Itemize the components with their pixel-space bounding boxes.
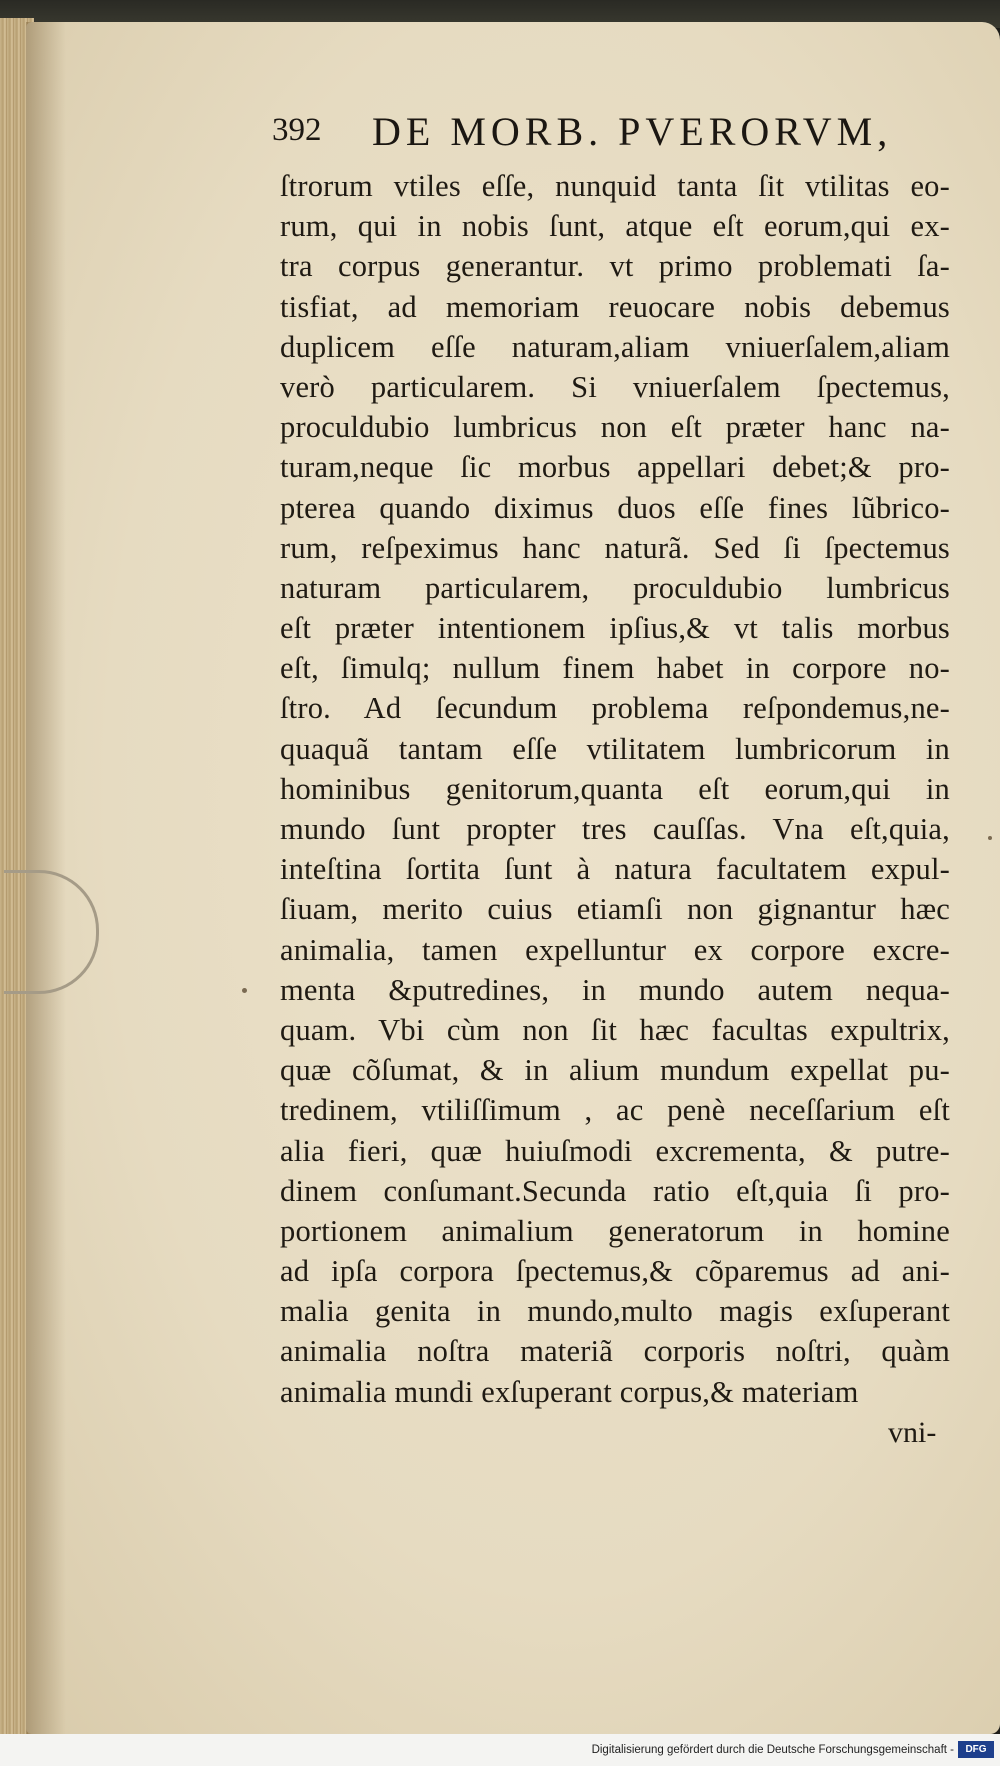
body-text — [280, 166, 950, 1412]
text-line: animalia mundi exſuperant corpus,& materiam — [280, 1374, 859, 1409]
text-line: animalia noſtra materiã corporis noſtri, quàm — [280, 1334, 950, 1369]
text-line: verò particularem. Si vniuerſalem ſpectemus, — [280, 369, 950, 404]
text-line: proculdubio lumbricus non eſt præter hanc na- — [280, 410, 950, 445]
paper-speck — [242, 988, 247, 993]
text-line: inteſtina ſortita ſunt à natura facultatem expul- — [280, 852, 950, 887]
text-line: hominibus genitorum,quanta eſt eorum,qui in — [280, 771, 950, 806]
paper-speck — [988, 836, 992, 840]
text-line: turam,neque ſic morbus appellari debet;& pro- — [280, 450, 950, 485]
text-line: ſtro. Ad ſecundum problema reſpondemus,ne- — [280, 691, 950, 726]
text-line: tra corpus generantur. vt primo problemati ſa- — [280, 249, 950, 284]
page-number: 392 — [272, 112, 322, 148]
text-line: malia genita in mundo,multo magis exſuperant — [280, 1294, 950, 1329]
text-line: eſt, ſimulq; nullum finem habet in corpore no- — [280, 651, 950, 686]
text-line: ad ipſa corpora ſpectemus,& cõparemus ad ani- — [280, 1254, 950, 1289]
running-title: DE MORB. PVERORVM, — [372, 109, 893, 154]
text-line: ſiuam, merito cuius etiamſi non gignantur hæc — [280, 892, 950, 927]
text-line: menta &putredines, in mundo autem nequa- — [280, 972, 950, 1007]
text-line: rum, reſpeximus hanc naturã. Sed ſi ſpectemus — [280, 530, 950, 565]
text-line: quæ cõſumat, & in alium mundum expellat pu- — [280, 1053, 950, 1088]
text-line: mundo ſunt propter tres cauſſas. Vna eſt,quia, — [280, 812, 950, 846]
text-line: eſt præter intentionem ipſius,& vt talis morbus — [280, 611, 950, 646]
digitization-credit: Digitalisierung gefördert durch die Deutsche Forschungsgemeinschaft - — [591, 1744, 954, 1756]
text-line: naturam particularem, proculdubio lumbricus — [280, 570, 950, 605]
text-line: duplicem eſſe naturam,aliam vniuerſalem,aliam — [280, 329, 950, 364]
text-line: tisfiat, ad memoriam reuocare nobis debemus — [280, 289, 950, 324]
text-line: pterea quando diximus duos eſſe fines lũbrico- — [280, 490, 950, 525]
text-line: quam. Vbi cùm non ſit hæc facultas expultrix, — [280, 1012, 950, 1047]
text-line: rum, qui in nobis ſunt, atque eſt eorum,qui ex- — [280, 209, 950, 244]
text-line: alia fieri, quæ huiuſmodi excrementa, & putre- — [280, 1133, 950, 1168]
text-line: tredinem, vtiliſſimum , ac penè neceſſarium eſt — [280, 1093, 950, 1128]
page-header — [272, 104, 912, 164]
text-line: animalia, tamen expelluntur ex corpore excre- — [280, 932, 950, 967]
catchword: vni- — [888, 1416, 937, 1449]
dfg-logo: DFG — [958, 1741, 994, 1758]
text-line: dinem conſumant.Secunda ratio eſt,quia ſi pro- — [280, 1173, 950, 1208]
text-line: portionem animalium generatorum in homine — [280, 1213, 950, 1248]
text-line: quaquã tantam eſſe vtilitatem lumbricorum in — [280, 731, 950, 766]
text-line: ſtrorum vtiles eſſe, nunquid tanta ſit vtilitas eo- — [280, 169, 950, 203]
